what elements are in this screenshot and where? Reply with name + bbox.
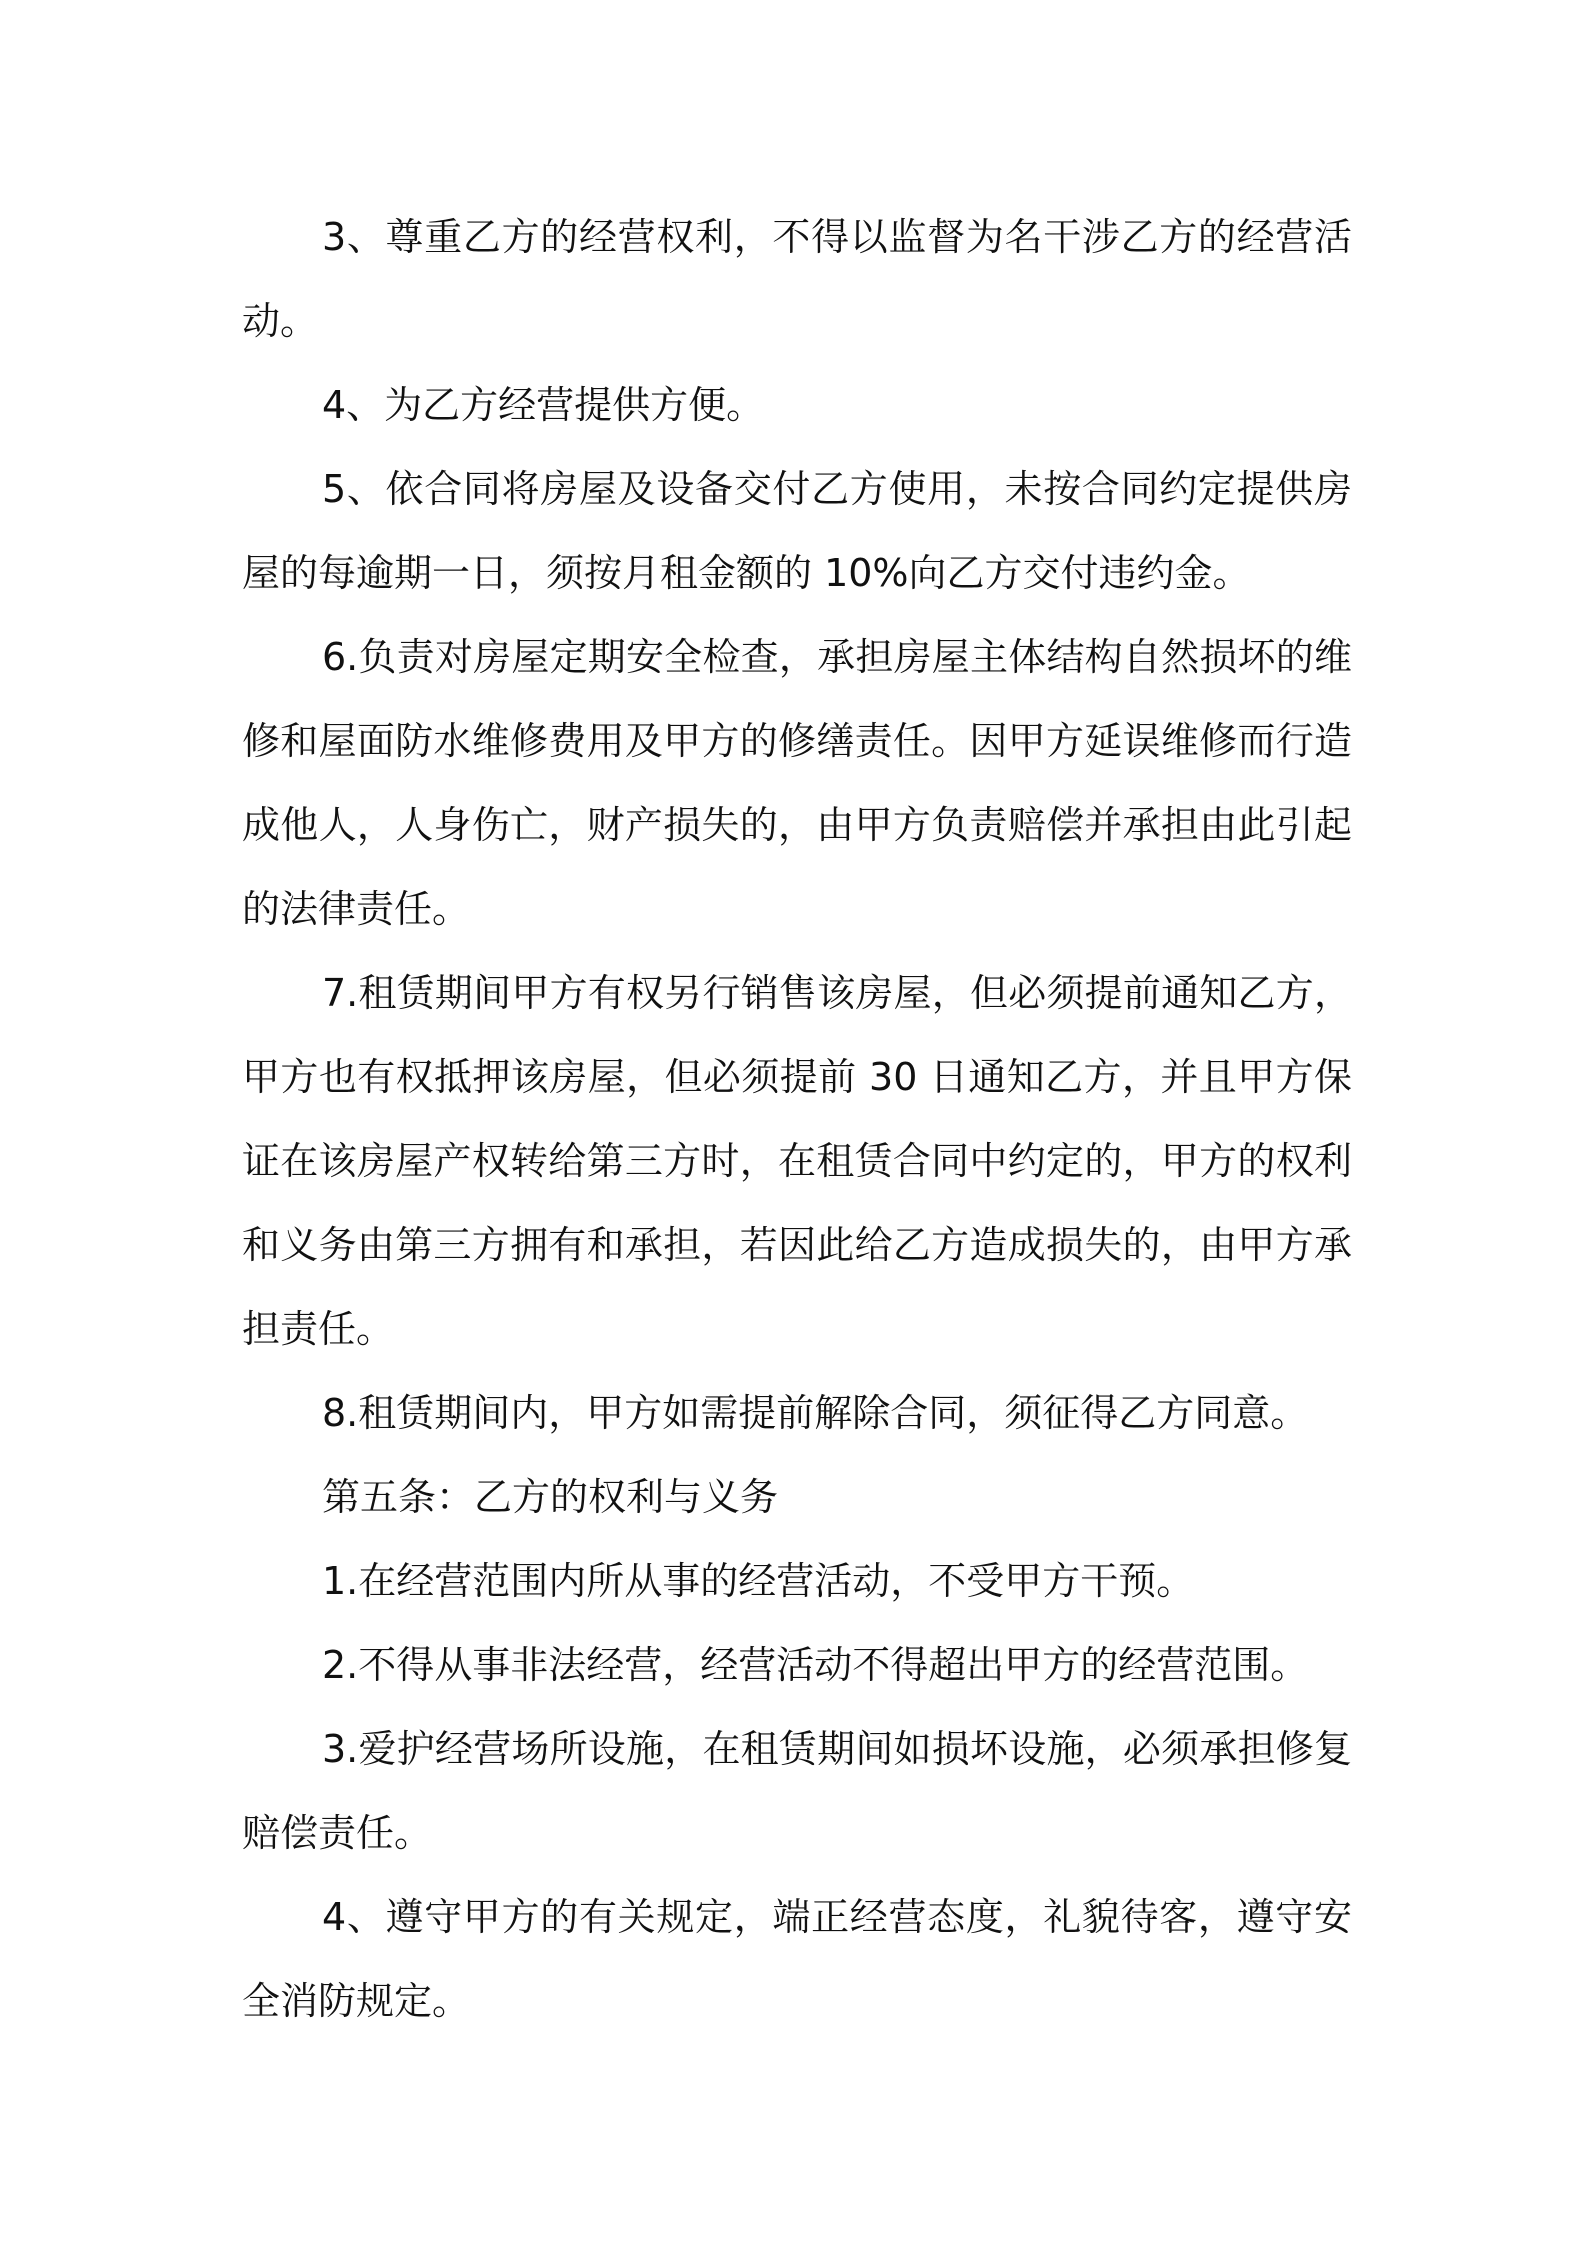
paragraph-lessee-duty-2: 2.不得从事非法经营，经营活动不得超出甲方的经营范围。 bbox=[322, 1643, 1309, 1687]
paragraph-lessor-duty-6: 6.负责对房屋定期安全检查，承担房屋主体结构自然损坏的维修和屋面防水维修费用及甲方的修缮责任。因甲方延误维修而行造成他人，人身伤亡，财产损失的，由甲方负责赔偿并承担由此引起的法律责任。 bbox=[242, 635, 1352, 931]
paragraph-lessor-duty-5: 5、依合同将房屋及设备交付乙方使用，未按合同约定提供房屋的每逾期一日，须按月租金额的 10%向乙方交付违约金。 bbox=[242, 467, 1352, 595]
paragraph-lessor-duty-3: 3、尊重乙方的经营权利，不得以监督为名干涉乙方的经营活动。 bbox=[242, 215, 1352, 343]
paragraph-lessor-duty-4: 4、为乙方经营提供方便。 bbox=[322, 383, 765, 427]
paragraph-lessee-duty-4: 4、遵守甲方的有关规定，端正经营态度，礼貌待客，遵守安全消防规定。 bbox=[242, 1895, 1352, 2023]
document-body bbox=[242, 195, 1352, 2043]
paragraph-lessor-duty-8: 8.租赁期间内，甲方如需提前解除合同，须征得乙方同意。 bbox=[322, 1391, 1309, 1435]
paragraph-lessee-duty-1: 1.在经营范围内所从事的经营活动，不受甲方干预。 bbox=[322, 1559, 1195, 1603]
section-heading-article-5: 第五条：乙方的权利与义务 bbox=[322, 1475, 779, 1519]
paragraph-lessee-duty-3: 3.爱护经营场所设施，在租赁期间如损坏设施，必须承担修复赔偿责任。 bbox=[242, 1727, 1352, 1855]
paragraph-lessor-duty-7: 7.租赁期间甲方有权另行销售该房屋，但必须提前通知乙方，甲方也有权抵押该房屋，但必须提前 30 日通知乙方，并且甲方保证在该房屋产权转给第三方时，在租赁合同中约定的，甲方的权利和义务由第三方拥有和承担，若因此给乙方造成损失的，由甲方承担责任。 bbox=[242, 971, 1352, 1351]
